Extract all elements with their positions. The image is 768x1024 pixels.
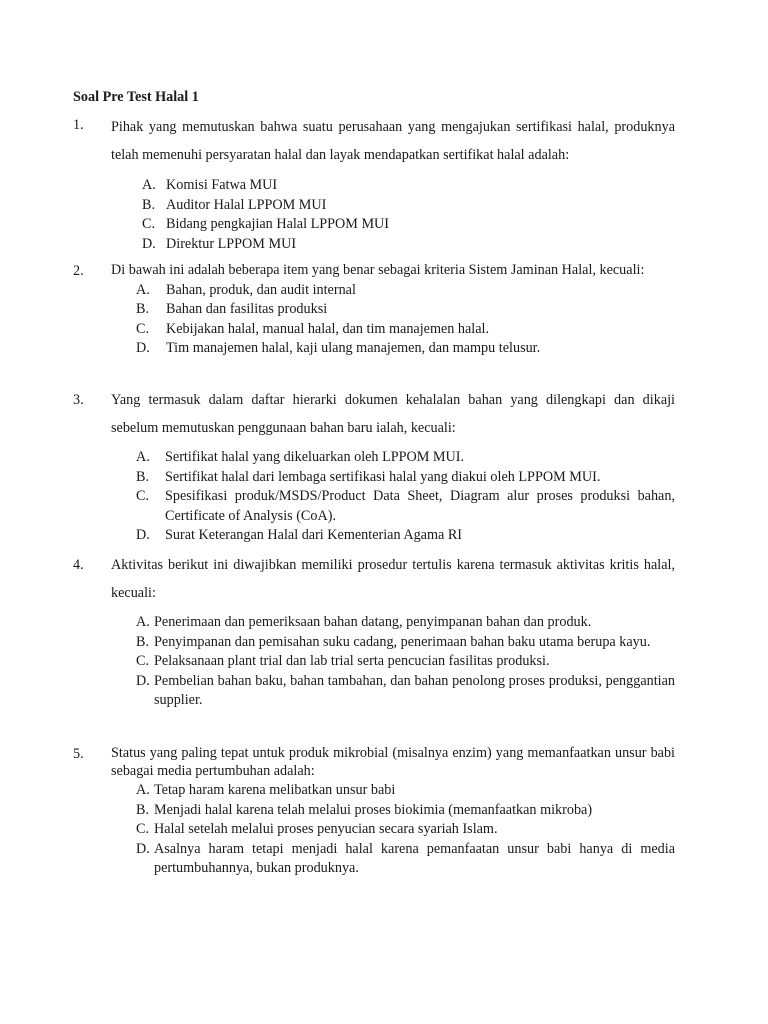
option-c [136, 652, 675, 672]
option-text: Komisi Fatwa MUI [166, 177, 278, 193]
option-letter: B. [136, 468, 150, 485]
option-text: Menjadi halal karena telah melalui proses biokimia (memanfaatkan mikroba) [154, 801, 593, 818]
option-text: Halal setelah melalui proses penyucian secara syariah Islam. [154, 821, 498, 837]
question-text: Yang termasuk dalam daftar hierarki dokumen kehalalan bahan yang dilengkapi dan dikaji sebelum memutuskan penggunaan bahan baru ialah, kecuali: [111, 392, 675, 436]
option-c [136, 487, 675, 526]
option-text: Tim manajemen halal, kaji ulang manajemen, dan mampu telusur. [166, 340, 541, 356]
option-letter: D. [136, 840, 150, 857]
option-list [136, 781, 675, 879]
option-text: Kebijakan halal, manual halal, dan tim manajemen halal. [166, 320, 490, 337]
option-b [136, 801, 675, 821]
option-text: Sertifikat halal yang dikeluarkan oleh LPPOM MUI. [165, 449, 465, 465]
option-c [136, 320, 675, 340]
option-d [136, 840, 675, 879]
option-b [142, 196, 675, 216]
option-letter: D. [136, 340, 150, 356]
question-text: Status yang paling tepat untuk produk mikrobial (misalnya enzim) yang memanfaatkan unsur babi sebagai media pertumbuhan adalah: [111, 745, 675, 779]
option-letter: A. [136, 449, 150, 465]
option-list [136, 448, 675, 546]
option-d [142, 235, 675, 255]
option-a [136, 781, 675, 801]
question-number: 3. [73, 392, 84, 408]
option-text: Surat Keterangan Halal dari Kementerian Agama RI [165, 527, 463, 543]
option-letter: C. [136, 488, 150, 504]
option-text: Bahan dan fasilitas produksi [166, 301, 328, 317]
option-text: Bidang pengkajian Halal LPPOM MUI [166, 216, 390, 232]
option-text: Asalnya haram tetapi menjadi halal karena pemanfaatan unsur babi hanya di media pertumbuhannya, bukan produknya. [154, 840, 675, 876]
option-letter: A. [136, 614, 150, 630]
option-text: Penerimaan dan pemeriksaan bahan datang, penyimpanan bahan dan produk. [154, 614, 592, 630]
option-letter: A. [142, 177, 156, 193]
page-title: Soal Pre Test Halal 1 [73, 89, 199, 105]
option-c [136, 820, 675, 840]
option-list [136, 281, 675, 359]
question-text: Pihak yang memutuskan bahwa suatu perusahaan yang mengajukan sertifikasi halal, produknya telah memenuhi persyaratan halal dan layak mendapatkan sertifikat halal adalah: [111, 119, 675, 163]
question-text: Aktivitas berikut ini diwajibkan memiliki prosedur tertulis karena termasuk aktivitas kritis halal, kecuali: [111, 557, 675, 601]
option-b [136, 300, 675, 320]
option-d [136, 672, 675, 711]
option-text: Tetap haram karena melibatkan unsur babi [154, 782, 396, 798]
option-b [136, 468, 675, 488]
question-number: 5. [73, 746, 84, 762]
option-text: Penyimpanan dan pemisahan suku cadang, penerimaan bahan baku utama berupa kayu. [154, 633, 651, 650]
option-letter: C. [142, 216, 156, 232]
option-letter: D. [142, 235, 156, 252]
option-a [136, 281, 675, 301]
option-letter: B. [136, 301, 150, 317]
option-letter: B. [136, 801, 150, 818]
option-text: Spesifikasi produk/MSDS/Product Data Sheet, Diagram alur proses produksi bahan, Certificate of Analysis (CoA). [165, 488, 675, 524]
option-letter: C. [136, 320, 150, 337]
option-d [136, 526, 675, 546]
option-a [136, 613, 675, 633]
question-4 [73, 556, 675, 711]
question-text: Di bawah ini adalah beberapa item yang benar sebagai kriteria Sistem Jaminan Halal, kecuali: [111, 262, 645, 278]
option-letter: B. [142, 196, 156, 213]
question-3 [73, 391, 675, 546]
question-2 [73, 262, 675, 359]
question-5 [73, 745, 675, 879]
option-list [142, 176, 675, 254]
option-text: Pelaksanaan plant trial dan lab trial serta pencucian fasilitas produksi. [154, 653, 550, 669]
question-number: 2. [73, 263, 84, 279]
option-letter: B. [136, 633, 150, 650]
option-list [136, 613, 675, 711]
question-1 [73, 116, 675, 254]
option-letter: A. [136, 281, 150, 298]
option-letter: A. [136, 782, 150, 798]
option-a [142, 176, 675, 196]
option-text: Auditor Halal LPPOM MUI [166, 196, 327, 213]
option-text: Pembelian bahan baku, bahan tambahan, dan bahan penolong proses produksi, penggantian supplier. [154, 672, 675, 708]
option-letter: C. [136, 653, 150, 669]
option-text: Sertifikat halal dari lembaga sertifikasi halal yang diakui oleh LPPOM MUI. [165, 468, 601, 485]
option-b [136, 633, 675, 653]
option-d [136, 339, 675, 359]
question-number: 4. [73, 557, 84, 573]
option-letter: C. [136, 821, 150, 837]
option-c [142, 215, 675, 235]
question-number: 1. [73, 117, 84, 133]
option-letter: D. [136, 527, 150, 543]
option-a [136, 448, 675, 468]
option-letter: D. [136, 672, 150, 689]
option-text: Bahan, produk, dan audit internal [166, 281, 356, 298]
option-text: Direktur LPPOM MUI [166, 235, 297, 252]
